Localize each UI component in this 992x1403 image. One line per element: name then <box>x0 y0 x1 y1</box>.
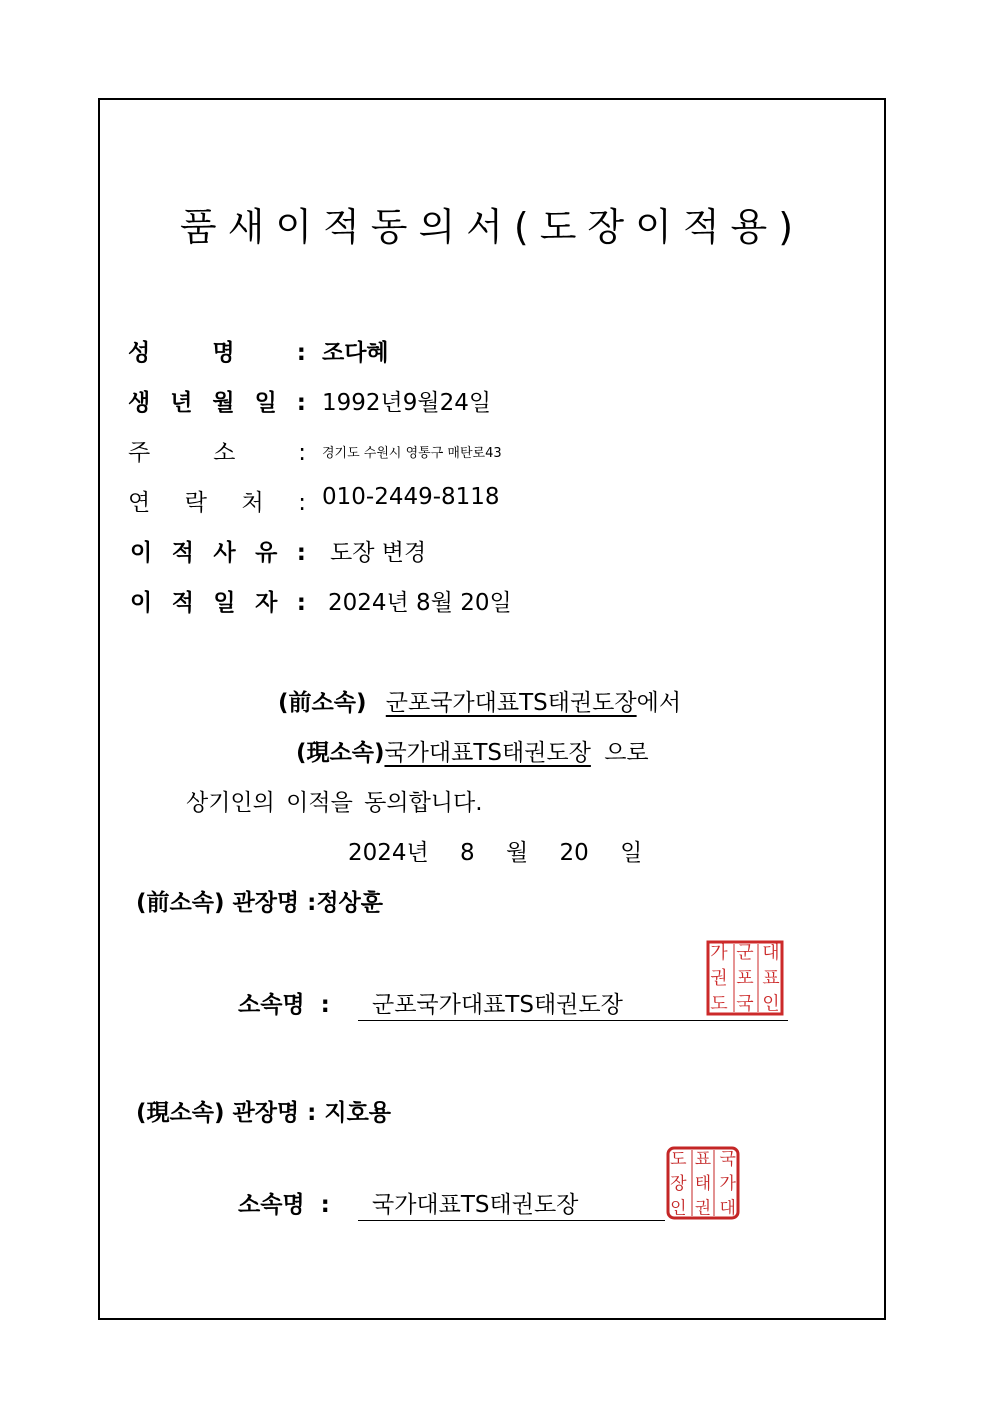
curr-official-seal <box>666 1146 740 1220</box>
label-transfer-date: 이 적 일 자 : <box>130 590 306 616</box>
prev-official-seal <box>706 940 784 1016</box>
prev-head-label: 관장명 : <box>232 890 317 916</box>
curr-affiliation-suffix: 으로 <box>604 740 649 766</box>
curr-org-signature-line <box>358 1220 665 1221</box>
prev-section-tag: (前소속) <box>136 890 225 916</box>
signature-date: 2024년 8 월 20 일 <box>348 840 643 866</box>
curr-head-label: 관장명 : <box>232 1100 317 1126</box>
label-contact: 연 락 처 : <box>128 490 306 516</box>
prev-org-name: 군포국가대표TS태권도장 <box>372 992 623 1018</box>
curr-affiliation-name: 국가대표TS태권도장 <box>384 740 591 766</box>
transfer-from-line <box>278 684 681 717</box>
label-address: 주 소 : <box>128 440 306 466</box>
prev-org-label: 소속명 : <box>238 992 330 1018</box>
curr-head-line <box>136 1094 391 1127</box>
seal-glyph: 대 <box>762 942 780 964</box>
seal-glyph: 군 <box>736 942 754 964</box>
seal-glyph: 도 <box>670 1149 687 1170</box>
curr-head-name: 지호용 <box>324 1100 392 1126</box>
seal-glyph: 국 <box>719 1149 736 1170</box>
document-title: 품새이적동의서(도장이적용) <box>179 205 805 249</box>
seal-glyph: 가 <box>719 1174 736 1194</box>
seal-glyph: 도 <box>710 993 728 1015</box>
label-transfer-reason: 이 적 사 유 : <box>130 540 306 566</box>
prev-affiliation-tag: (前소속) <box>278 690 367 716</box>
prev-affiliation-suffix: 에서 <box>636 690 682 716</box>
curr-section-tag: (現소속) <box>136 1100 225 1126</box>
curr-org-name: 국가대표TS태권도장 <box>372 1192 579 1218</box>
seal-glyph: 인 <box>670 1198 687 1219</box>
seal-glyph: 장 <box>670 1174 687 1194</box>
seal-glyph: 국 <box>736 993 754 1015</box>
consent-statement: 상기인의 이적을 동의합니다. <box>186 790 483 816</box>
label-name: 성 명 : <box>128 340 306 366</box>
seal-glyph: 태 <box>694 1174 712 1194</box>
seal-glyph: 포 <box>736 968 754 989</box>
value-address: 경기도 수원시 영통구 매탄로43 <box>322 446 502 461</box>
transfer-to-line <box>296 734 649 767</box>
prev-affiliation-name: 군포국가대표TS태권도장 <box>385 690 637 716</box>
curr-org-label: 소속명 : <box>238 1192 330 1218</box>
seal-glyph: 표 <box>694 1149 712 1170</box>
seal-glyph: 대 <box>719 1198 736 1219</box>
prev-head-name: 정상훈 <box>316 890 383 916</box>
curr-affiliation-tag: (現소속) <box>296 740 385 766</box>
value-birthdate: 1992년9월24일 <box>322 390 492 416</box>
value-transfer-reason: 도장 변경 <box>330 540 427 566</box>
value-contact: 010-2449-8118 <box>322 484 500 510</box>
value-name: 조다혜 <box>322 340 389 366</box>
value-transfer-date: 2024년 8월 20일 <box>328 590 512 616</box>
seal-glyph: 인 <box>762 993 780 1015</box>
seal-glyph: 권 <box>694 1198 712 1219</box>
label-birthdate: 생 년 월 일 : <box>128 390 306 416</box>
seal-glyph: 표 <box>762 968 780 989</box>
prev-org-signature-line <box>358 1020 788 1021</box>
seal-glyph: 권 <box>710 968 728 989</box>
seal-glyph: 가 <box>710 942 728 964</box>
prev-head-line <box>136 884 383 917</box>
